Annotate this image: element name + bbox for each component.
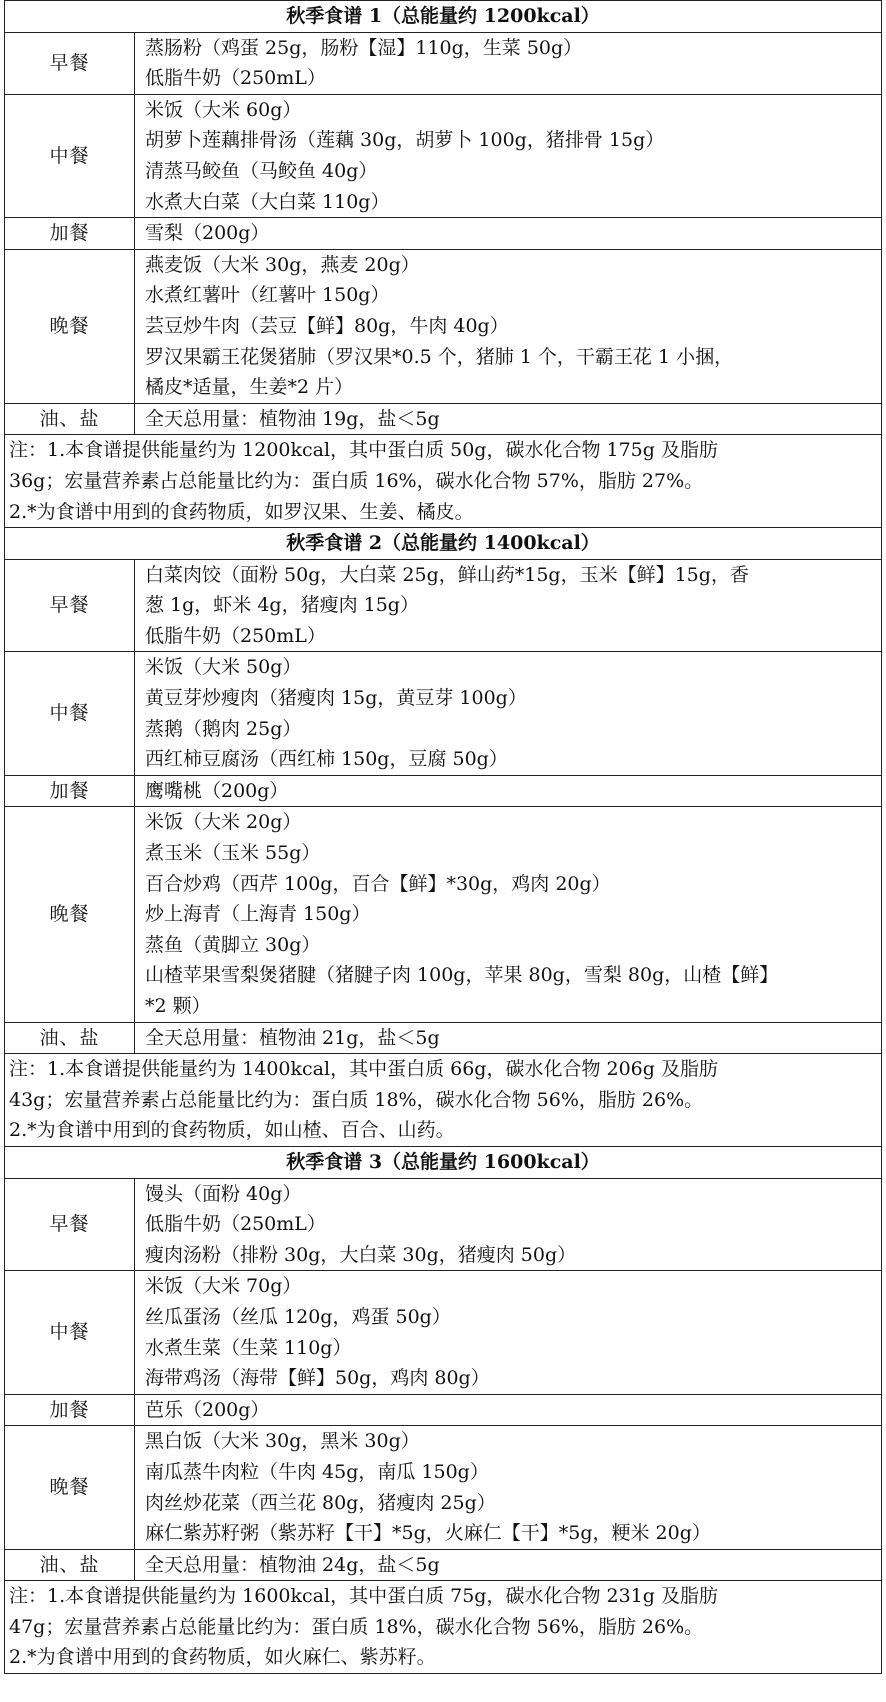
meal-items	[135, 1271, 882, 1394]
meal-row-snack	[5, 218, 882, 250]
food-item: 瘦肉汤粉（排粉 30g，大白菜 30g，猪瘦肉 50g）	[145, 1243, 577, 1266]
meal-row-dinner	[5, 807, 882, 1022]
meal-label: 晚餐	[5, 1426, 135, 1549]
meal-label: 油、盐	[5, 1549, 135, 1581]
food-item: 蒸肠粉（鸡蛋 25g，肠粉【湿】110g，生菜 50g）	[145, 36, 583, 59]
meal-row-oil-salt	[5, 1022, 882, 1054]
menu-title-row	[5, 528, 882, 560]
food-item: 全天总用量：植物油 24g，盐＜5g	[145, 1553, 440, 1576]
meal-label: 早餐	[5, 32, 135, 94]
meal-label: 中餐	[5, 1271, 135, 1394]
food-item: 蒸鱼（黄脚立 30g）	[145, 933, 321, 956]
food-item: 橘皮*适量，生姜*2 片）	[145, 376, 354, 399]
menu-title: 秋季食谱 3（总能量约 1600kcal）	[5, 1146, 882, 1178]
meal-row-oil-salt	[5, 1549, 882, 1581]
food-item: 米饭（大米 50g）	[145, 656, 302, 679]
food-item: 米饭（大米 60g）	[145, 98, 302, 121]
note-line: 2.*为食谱中用到的食药物质，如山楂、百合、山药。	[9, 1119, 455, 1142]
meal-label: 加餐	[5, 1394, 135, 1426]
menu-notes	[5, 435, 882, 528]
note-line: 47g；宏量营养素占总能量比约为：蛋白质 18%，碳水化合物 56%，脂肪 26%。	[9, 1615, 704, 1638]
food-item: 黑白饭（大米 30g，黑米 30g）	[145, 1430, 420, 1453]
meal-label: 中餐	[5, 94, 135, 217]
food-item: 西红柿豆腐汤（西红柿 150g，豆腐 50g）	[145, 748, 508, 771]
menu-notes-row	[5, 1054, 882, 1147]
food-item: 低脂牛奶（250mL）	[145, 624, 326, 647]
meal-row-breakfast	[5, 1178, 882, 1271]
menu-title: 秋季食谱 2（总能量约 1400kcal）	[5, 528, 882, 560]
meal-items	[135, 1549, 882, 1581]
food-item: 罗汉果霸王花煲猪肺（罗汉果*0.5 个，猪肺 1 个，干霸王花 1 小捆，	[145, 345, 734, 368]
meal-label: 油、盐	[5, 1022, 135, 1054]
menu-notes-row	[5, 435, 882, 528]
meal-row-lunch	[5, 94, 882, 217]
meal-row-dinner	[5, 249, 882, 403]
food-item: 蒸鹅（鹅肉 25g）	[145, 717, 302, 740]
meal-items	[135, 559, 882, 652]
food-item: *2 颗）	[145, 995, 211, 1017]
meal-items	[135, 249, 882, 403]
meal-label: 晚餐	[5, 807, 135, 1022]
menu-table-body	[5, 1, 882, 1674]
meal-row-lunch	[5, 652, 882, 775]
food-item: 肉丝炒花菜（西兰花 80g，猪瘦肉 25g）	[145, 1491, 496, 1514]
food-item: 水煮大白菜（大白菜 110g）	[145, 190, 390, 213]
food-item: 雪梨（200g）	[145, 222, 270, 245]
menu-title-row	[5, 1146, 882, 1178]
note-line: 2.*为食谱中用到的食药物质，如火麻仁、紫苏籽。	[9, 1646, 436, 1669]
food-item: 百合炒鸡（西芹 100g，百合【鲜】*30g，鸡肉 20g）	[145, 872, 611, 895]
food-item: 低脂牛奶（250mL）	[145, 67, 326, 90]
note-line: 2.*为食谱中用到的食药物质，如罗汉果、生姜、橘皮。	[9, 500, 474, 523]
food-item: 炒上海青（上海青 150g）	[145, 903, 371, 926]
food-item: 全天总用量：植物油 21g，盐＜5g	[145, 1026, 440, 1049]
food-item: 丝瓜蛋汤（丝瓜 120g，鸡蛋 50g）	[145, 1305, 451, 1328]
autumn-menu-table	[4, 0, 882, 1674]
meal-items	[135, 1022, 882, 1054]
menu-title: 秋季食谱 1（总能量约 1200kcal）	[5, 1, 882, 33]
food-item: 麻仁紫苏籽粥（紫苏籽【干】*5g，火麻仁【干】*5g，粳米 20g）	[145, 1522, 711, 1545]
food-item: 水煮生菜（生菜 110g）	[145, 1336, 352, 1359]
meal-items	[135, 1178, 882, 1271]
note-line: 43g；宏量营养素占总能量比约为：蛋白质 18%，碳水化合物 56%，脂肪 26%。	[9, 1088, 704, 1111]
meal-row-snack	[5, 775, 882, 807]
food-item: 煮玉米（玉米 55g）	[145, 842, 321, 865]
food-item: 黄豆芽炒瘦肉（猪瘦肉 15g，黄豆芽 100g）	[145, 687, 527, 710]
food-item: 白菜肉饺（面粉 50g，大白菜 25g，鲜山药*15g，玉米【鲜】15g，香	[145, 563, 749, 586]
meal-items	[135, 1394, 882, 1426]
menu-notes	[5, 1581, 882, 1674]
food-item: 胡萝卜莲藕排骨汤（莲藕 30g，胡萝卜 100g，猪排骨 15g）	[145, 129, 665, 152]
meal-label: 加餐	[5, 218, 135, 250]
meal-label: 晚餐	[5, 249, 135, 403]
meal-row-breakfast	[5, 32, 882, 94]
food-item: 水煮红薯叶（红薯叶 150g）	[145, 284, 390, 307]
food-item: 芭乐（200g）	[145, 1398, 270, 1421]
note-line: 36g；宏量营养素占总能量比约为：蛋白质 16%，碳水化合物 57%，脂肪 27%。	[9, 469, 704, 492]
meal-items	[135, 32, 882, 94]
meal-row-oil-salt	[5, 403, 882, 435]
food-item: 清蒸马鲛鱼（马鲛鱼 40g）	[145, 159, 378, 182]
food-item: 葱 1g，虾米 4g，猪瘦肉 15g）	[145, 594, 419, 617]
food-item: 米饭（大米 20g）	[145, 811, 302, 834]
menu-title-row	[5, 1, 882, 33]
meal-row-dinner	[5, 1426, 882, 1549]
food-item: 全天总用量：植物油 19g，盐＜5g	[145, 407, 440, 430]
food-item: 山楂苹果雪梨煲猪腱（猪腱子肉 100g，苹果 80g，雪梨 80g，山楂【鲜】	[145, 964, 779, 987]
food-item: 馒头（面粉 40g）	[145, 1182, 302, 1205]
menu-notes-row	[5, 1581, 882, 1674]
meal-items	[135, 94, 882, 217]
meal-row-lunch	[5, 1271, 882, 1394]
meal-row-breakfast	[5, 559, 882, 652]
food-item: 芸豆炒牛肉（芸豆【鲜】80g，牛肉 40g）	[145, 314, 509, 337]
menu-notes	[5, 1054, 882, 1147]
note-line: 注：1.本食谱提供能量约为 1400kcal，其中蛋白质 66g，碳水化合物 206g 及脂肪	[9, 1058, 718, 1081]
meal-label: 油、盐	[5, 403, 135, 435]
meal-label: 加餐	[5, 775, 135, 807]
note-line: 注：1.本食谱提供能量约为 1600kcal，其中蛋白质 75g，碳水化合物 231g 及脂肪	[9, 1585, 718, 1608]
meal-items	[135, 1426, 882, 1549]
food-item: 低脂牛奶（250mL）	[145, 1213, 326, 1236]
meal-items	[135, 218, 882, 250]
food-item: 南瓜蒸牛肉粒（牛肉 45g，南瓜 150g）	[145, 1460, 489, 1483]
food-item: 鹰嘴桃（200g）	[145, 779, 289, 802]
meal-row-snack	[5, 1394, 882, 1426]
meal-items	[135, 775, 882, 807]
meal-label: 中餐	[5, 652, 135, 775]
meal-items	[135, 403, 882, 435]
meal-items	[135, 807, 882, 1022]
meal-items	[135, 652, 882, 775]
note-line: 注：1.本食谱提供能量约为 1200kcal，其中蛋白质 50g，碳水化合物 175g 及脂肪	[9, 439, 718, 462]
food-item: 海带鸡汤（海带【鲜】50g，鸡肉 80g）	[145, 1367, 490, 1390]
food-item: 燕麦饭（大米 30g，燕麦 20g）	[145, 253, 420, 276]
food-item: 米饭（大米 70g）	[145, 1275, 302, 1298]
meal-label: 早餐	[5, 559, 135, 652]
meal-label: 早餐	[5, 1178, 135, 1271]
